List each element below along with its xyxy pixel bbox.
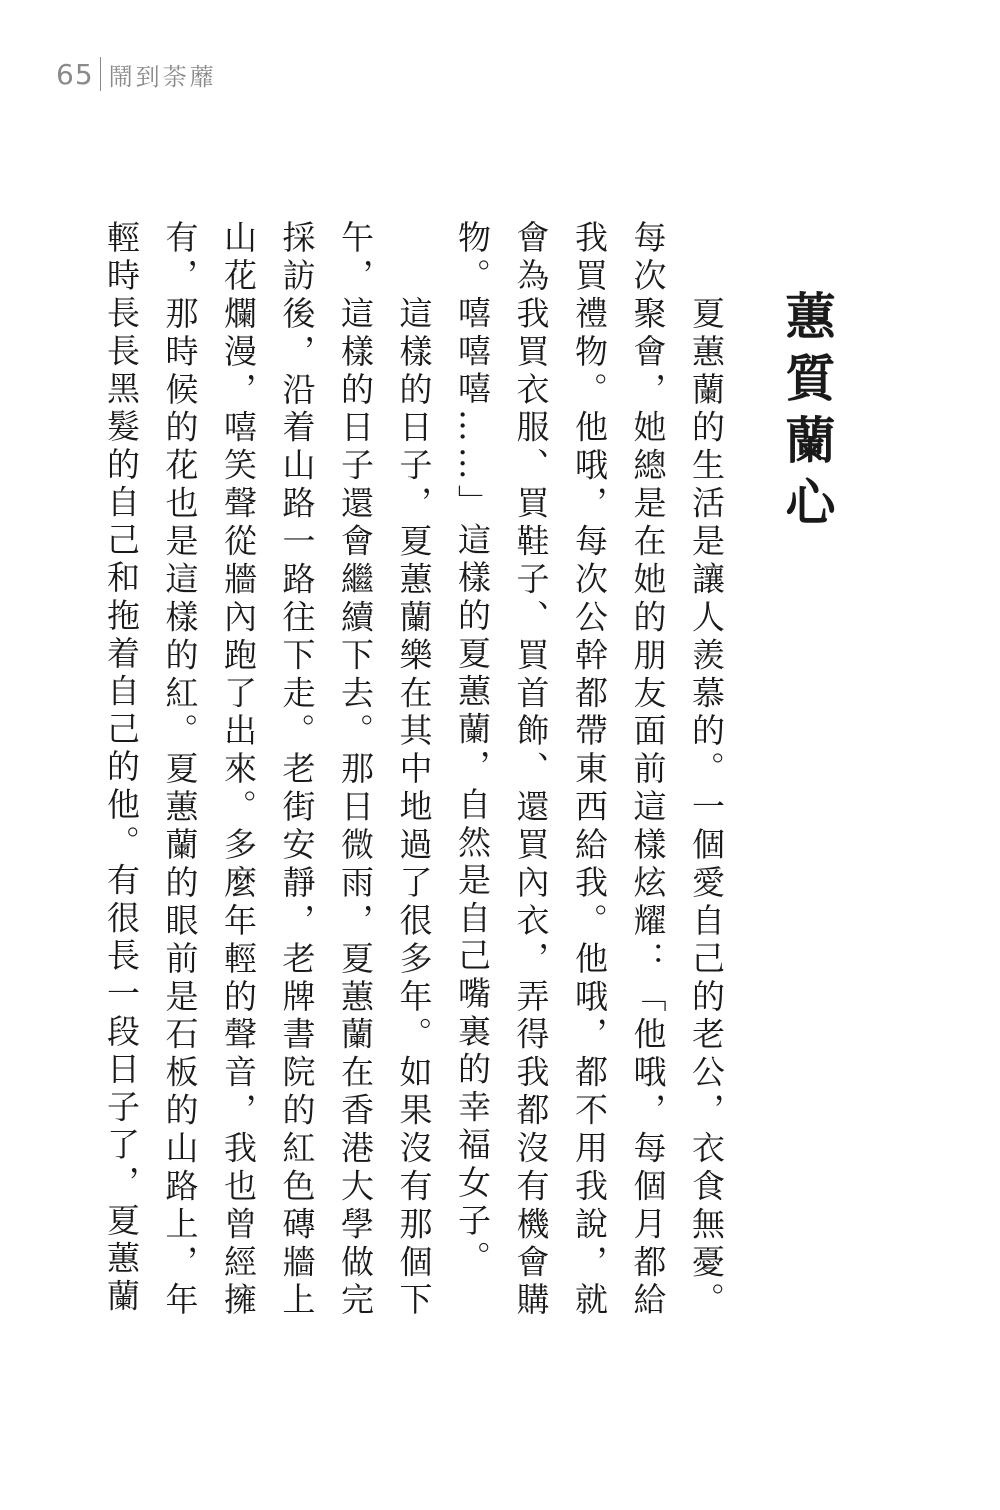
paragraph-2: 這樣的日子，夏蕙蘭樂在其中地過了很多年。如果沒有那個下午，這樣的日子還會繼續下去。那日微雨，夏蕙蘭在香港大學做完採訪後，沿着山路一路往下走。老街安靜，老牌書院的紅色磚牆上山花爛漫，嘻笑聲從牆內跑了出來。多麼年輕的聲音，我也曾經擁有，那時候的花也是這樣的紅。夏蕙蘭的眼前是石板的山路上，年輕時長長黑髮的自己和拖着自己的他。有很長一段日子了，夏蕙蘭 [102, 220, 434, 1320]
header-divider [100, 57, 101, 91]
running-header [56, 52, 217, 96]
paragraph-1: 夏蕙蘭的生活是讓人羨慕的。一個愛自己的老公，衣食無憂。每次聚會，她總是在她的朋友面前這樣炫耀：「他哦，每個月都給我買禮物。他哦，每次公幹都帶東西給我。他哦，都不用我說，就會為我買衣服、買鞋子、買首飾、還買內衣，弄得我都沒有機會購物。嘻嘻嘻……」這樣的夏蕙蘭，自然是自己嘴裏的幸福女子。 [453, 220, 726, 1320]
body-text [102, 220, 735, 1320]
page-number: 65 [56, 57, 94, 91]
chapter-title: 蕙質蘭心 [777, 290, 837, 538]
book-title: 鬧到荼蘼 [108, 62, 217, 91]
